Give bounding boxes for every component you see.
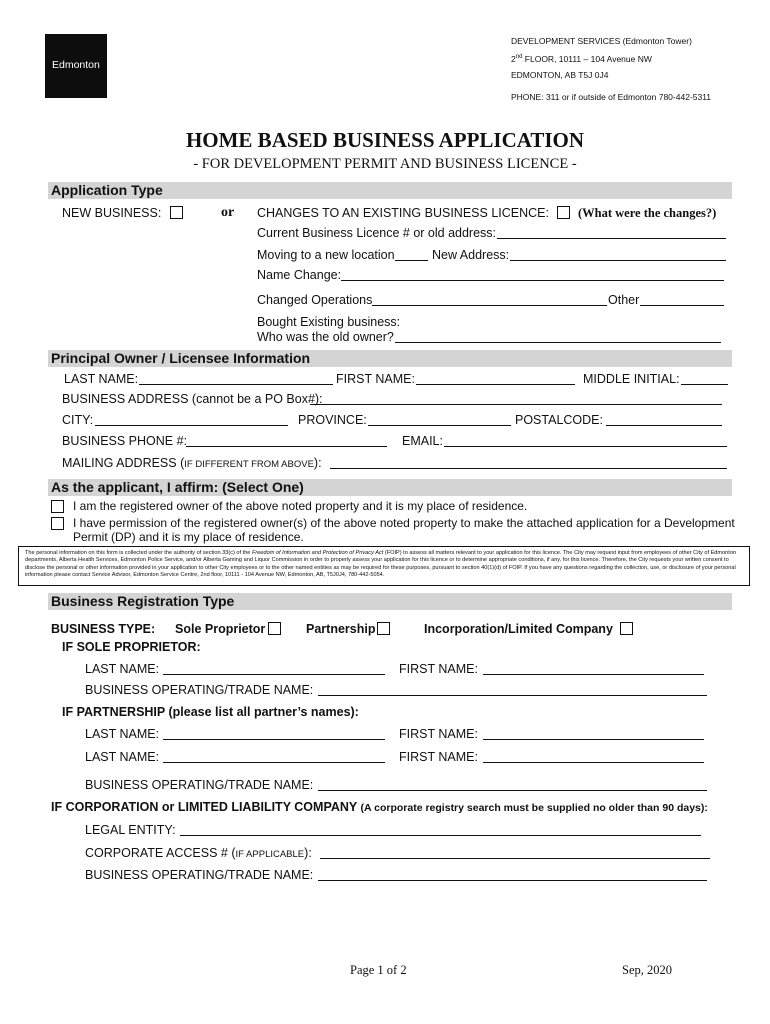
changes-label: CHANGES TO AN EXISTING BUSINESS LICENCE:: [257, 206, 549, 220]
city-label: CITY:: [62, 413, 94, 427]
other-label: Other: [608, 293, 640, 307]
sole-trade-name-field[interactable]: [318, 695, 707, 696]
changes-checkbox[interactable]: [557, 206, 570, 219]
moving-label: Moving to a new location: [257, 248, 395, 262]
page-number: Page 1 of 2: [350, 963, 407, 977]
sole-first-name-label: FIRST NAME:: [399, 662, 478, 676]
sole-last-name-field[interactable]: [163, 674, 385, 675]
form-date: Sep, 2020: [622, 963, 672, 977]
owner-middle-initial-field[interactable]: [681, 384, 728, 385]
changed-operations-label: Changed Operations: [257, 293, 373, 307]
mailing-address-field[interactable]: [330, 468, 727, 469]
owner-middle-initial-label: MIDDLE INITIAL:: [583, 372, 680, 386]
privacy-notice: The personal information on this form is collected under the authority of section 33(c) of the Freedom of Information and Protection of Privacy Act (FOIP) to assess all matters relevant to your application for this licence. The City may request input from employees of other City of Edmonton departments, Alberta Health Services, Edmonton Police Service, and/or Alberta Gaming and Liquor Commission in order to properly assess your application for this licence or to determine appropriate conditions, if any, for this licence. Therefore, the City requests your written consent to disclose the personal or other information provided in your application to other City employees or to the other named entities as may be required for these purposes, pursuant to section 40(1)(d) of FOIP. If you have any questions regarding the collection, use, or disclosure of your personal information please contact Service Advisor, Edmonton Service Centre, 2nd floor, 10111 - 104 Avenue NW, Edmonton, AB, T5J0J4, 780-442-5054.: [18, 546, 750, 586]
current-licence-field[interactable]: [497, 238, 726, 239]
partner1-first-name-label: FIRST NAME:: [399, 727, 478, 741]
page-title: HOME BASED BUSINESS APPLICATION: [185, 128, 585, 152]
edmonton-logo: [45, 34, 107, 98]
city-field[interactable]: [95, 425, 288, 426]
incorporation-label: Incorporation/Limited Company: [424, 622, 613, 636]
partner2-last-name-label: LAST NAME:: [85, 750, 160, 764]
new-business-label: NEW BUSINESS:: [62, 206, 162, 220]
postal-code-label: POSTALCODE:: [515, 413, 603, 427]
sole-proprietor-checkbox[interactable]: [268, 622, 281, 635]
corporate-access-label: CORPORATE ACCESS # (IF APPLICABLE):: [85, 846, 312, 860]
principal-owner-header: Principal Owner / Licensee Information: [48, 350, 732, 367]
affirm-permission-label-2: Permit (DP) and it is my place of residence.: [73, 530, 304, 544]
postal-code-field[interactable]: [606, 425, 722, 426]
affirm-owner-checkbox[interactable]: [51, 500, 64, 513]
partner1-last-name-label: LAST NAME:: [85, 727, 160, 741]
logo-text: Edmonton: [52, 59, 100, 71]
corporate-access-field[interactable]: [320, 858, 710, 859]
incorporation-checkbox[interactable]: [620, 622, 633, 635]
partnership-checkbox[interactable]: [377, 622, 390, 635]
address-line-2: 2nd FLOOR, 10111 – 104 Avenue NW: [511, 53, 652, 64]
province-label: PROVINCE:: [298, 413, 367, 427]
what-changes-label: (What were the changes?): [578, 206, 717, 220]
new-address-label: New Address:: [432, 248, 510, 262]
old-owner-label: Who was the old owner?: [257, 330, 394, 344]
affirm-owner-label: I am the registered owner of the above noted property and it is my place of residence.: [73, 499, 528, 513]
new-address-field[interactable]: [510, 260, 726, 261]
sole-proprietor-label: Sole Proprietor: [175, 622, 266, 636]
legal-entity-label: LEGAL ENTITY:: [85, 823, 176, 837]
changed-operations-field[interactable]: [372, 305, 607, 306]
name-change-field[interactable]: [341, 280, 724, 281]
owner-last-name-field[interactable]: [139, 384, 333, 385]
application-type-header: Application Type: [48, 182, 732, 199]
partnership-trade-name-label: BUSINESS OPERATING/TRADE NAME:: [85, 778, 314, 792]
business-phone-field[interactable]: [186, 446, 387, 447]
business-phone-label: BUSINESS PHONE #:: [62, 434, 188, 448]
phone-line: PHONE: 311 or if outside of Edmonton 780-442-5311: [511, 91, 712, 102]
page-subtitle: - FOR DEVELOPMENT PERMIT AND BUSINESS LICENCE -: [193, 156, 577, 172]
if-corporation-label: IF CORPORATION or LIMITED LIABILITY COMPANY (A corporate registry search must be supplied no older than 90 days):: [51, 800, 708, 814]
business-address-field[interactable]: [310, 404, 722, 405]
partner2-first-name-label: FIRST NAME:: [399, 750, 478, 764]
business-type-label: BUSINESS TYPE:: [51, 622, 156, 636]
mailing-address-label: MAILING ADDRESS (IF DIFFERENT FROM ABOVE):: [62, 456, 322, 470]
or-label: or: [221, 205, 235, 220]
if-partnership-label: IF PARTNERSHIP (please list all partner’s names):: [62, 705, 359, 719]
business-address-label: BUSINESS ADDRESS (cannot be a PO Box#):: [62, 392, 323, 406]
address-line-1: DEVELOPMENT SERVICES (Edmonton Tower): [511, 36, 692, 46]
email-label: EMAIL:: [402, 434, 443, 448]
corp-trade-name-label: BUSINESS OPERATING/TRADE NAME:: [85, 868, 314, 882]
name-change-label: Name Change:: [257, 268, 342, 282]
sole-trade-name-label: BUSINESS OPERATING/TRADE NAME:: [85, 683, 314, 697]
affirm-header: As the applicant, I affirm: (Select One): [48, 479, 732, 496]
moving-field[interactable]: [395, 260, 428, 261]
office-address: [511, 33, 711, 105]
new-business-checkbox[interactable]: [170, 206, 183, 219]
owner-first-name-field[interactable]: [416, 384, 575, 385]
owner-first-name-label: FIRST NAME:: [336, 372, 415, 386]
email-field[interactable]: [444, 446, 727, 447]
partner2-last-name-field[interactable]: [163, 762, 385, 763]
sole-last-name-label: LAST NAME:: [85, 662, 160, 676]
sole-first-name-field[interactable]: [483, 674, 704, 675]
bought-existing-label: Bought Existing business:: [257, 315, 401, 329]
partnership-trade-name-field[interactable]: [318, 790, 707, 791]
if-sole-label: IF SOLE PROPRIETOR:: [62, 640, 201, 654]
owner-last-name-label: LAST NAME:: [64, 372, 139, 386]
other-field[interactable]: [640, 305, 724, 306]
affirm-permission-checkbox[interactable]: [51, 517, 64, 530]
current-licence-label: Current Business Licence # or old address:: [257, 226, 497, 240]
corp-trade-name-field[interactable]: [318, 880, 707, 881]
partner2-first-name-field[interactable]: [483, 762, 704, 763]
old-owner-field[interactable]: [395, 342, 721, 343]
partner1-first-name-field[interactable]: [483, 739, 704, 740]
partnership-label: Partnership: [306, 622, 376, 636]
address-line-3: EDMONTON, AB T5J 0J4: [511, 69, 609, 80]
affirm-permission-label-1: I have permission of the registered owner(s) of the above noted property to make the attached application for a Development: [73, 516, 735, 530]
partner1-last-name-field[interactable]: [163, 739, 385, 740]
legal-entity-field[interactable]: [180, 835, 701, 836]
province-field[interactable]: [368, 425, 511, 426]
business-registration-header: Business Registration Type: [48, 593, 732, 610]
